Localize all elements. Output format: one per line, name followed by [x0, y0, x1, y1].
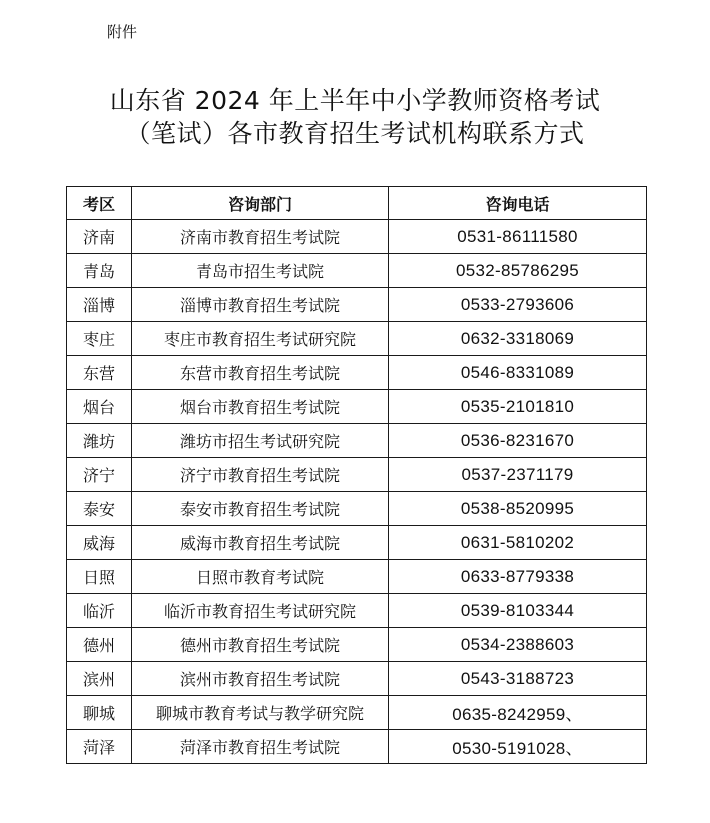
cell-department: 东营市教育招生考试院	[132, 356, 389, 390]
cell-department: 枣庄市教育招生考试研究院	[132, 322, 389, 356]
cell-phone: 0539-8103344	[389, 594, 647, 628]
cell-phone: 0546-8331089	[389, 356, 647, 390]
table-row	[67, 356, 647, 390]
cell-phone: 0537-2371179	[389, 458, 647, 492]
cell-department: 日照市教育考试院	[132, 560, 389, 594]
cell-exam-area: 日照	[67, 560, 132, 594]
table-row	[67, 696, 647, 730]
cell-phone: 0538-8520995	[389, 492, 647, 526]
table-row	[67, 288, 647, 322]
cell-phone: 0632-3318069	[389, 322, 647, 356]
table-body	[67, 220, 647, 764]
cell-exam-area: 东营	[67, 356, 132, 390]
cell-phone: 0534-2388603	[389, 628, 647, 662]
cell-department: 淄博市教育招生考试院	[132, 288, 389, 322]
cell-exam-area: 济南	[67, 220, 132, 254]
title-line-1: 山东省 2024 年上半年中小学教师资格考试	[109, 86, 601, 115]
cell-exam-area: 泰安	[67, 492, 132, 526]
contact-table	[66, 186, 647, 764]
cell-phone: 0531-86111580	[389, 220, 647, 254]
cell-exam-area: 烟台	[67, 390, 132, 424]
cell-department: 青岛市招生考试院	[132, 254, 389, 288]
cell-phone: 0536-8231670	[389, 424, 647, 458]
cell-exam-area: 枣庄	[67, 322, 132, 356]
cell-exam-area: 聊城	[67, 696, 132, 730]
cell-exam-area: 济宁	[67, 458, 132, 492]
header-phone: 咨询电话	[389, 187, 647, 220]
table-row	[67, 390, 647, 424]
cell-phone: 0635-8242959、	[389, 696, 647, 730]
cell-exam-area: 临沂	[67, 594, 132, 628]
cell-phone: 0631-5810202	[389, 526, 647, 560]
attachment-label: 附件	[107, 23, 138, 41]
cell-department: 济南市教育招生考试院	[132, 220, 389, 254]
cell-department: 威海市教育招生考试院	[132, 526, 389, 560]
cell-phone: 0532-85786295	[389, 254, 647, 288]
table-row	[67, 594, 647, 628]
cell-department: 聊城市教育考试与教学研究院	[132, 696, 389, 730]
table-header-row	[67, 187, 647, 220]
cell-department: 德州市教育招生考试院	[132, 628, 389, 662]
cell-department: 烟台市教育招生考试院	[132, 390, 389, 424]
cell-department: 潍坊市招生考试研究院	[132, 424, 389, 458]
table-row	[67, 254, 647, 288]
cell-exam-area: 淄博	[67, 288, 132, 322]
table-row	[67, 560, 647, 594]
cell-exam-area: 青岛	[67, 254, 132, 288]
table-row	[67, 458, 647, 492]
cell-phone: 0543-3188723	[389, 662, 647, 696]
header-department: 咨询部门	[132, 187, 389, 220]
cell-department: 临沂市教育招生考试研究院	[132, 594, 389, 628]
cell-exam-area: 德州	[67, 628, 132, 662]
cell-department: 菏泽市教育招生考试院	[132, 730, 389, 764]
table-row	[67, 662, 647, 696]
table-row	[67, 730, 647, 764]
table-row	[67, 526, 647, 560]
cell-exam-area: 潍坊	[67, 424, 132, 458]
document-title	[0, 84, 710, 150]
header-exam-area: 考区	[67, 187, 132, 220]
cell-exam-area: 滨州	[67, 662, 132, 696]
cell-department: 泰安市教育招生考试院	[132, 492, 389, 526]
cell-phone: 0530-5191028、	[389, 730, 647, 764]
table-row	[67, 492, 647, 526]
cell-department: 济宁市教育招生考试院	[132, 458, 389, 492]
table-row	[67, 322, 647, 356]
cell-phone: 0633-8779338	[389, 560, 647, 594]
cell-exam-area: 菏泽	[67, 730, 132, 764]
title-line-2: （笔试）各市教育招生考试机构联系方式	[125, 119, 585, 148]
table-row	[67, 220, 647, 254]
cell-exam-area: 威海	[67, 526, 132, 560]
table-row	[67, 628, 647, 662]
cell-department: 滨州市教育招生考试院	[132, 662, 389, 696]
table-row	[67, 424, 647, 458]
cell-phone: 0533-2793606	[389, 288, 647, 322]
cell-phone: 0535-2101810	[389, 390, 647, 424]
